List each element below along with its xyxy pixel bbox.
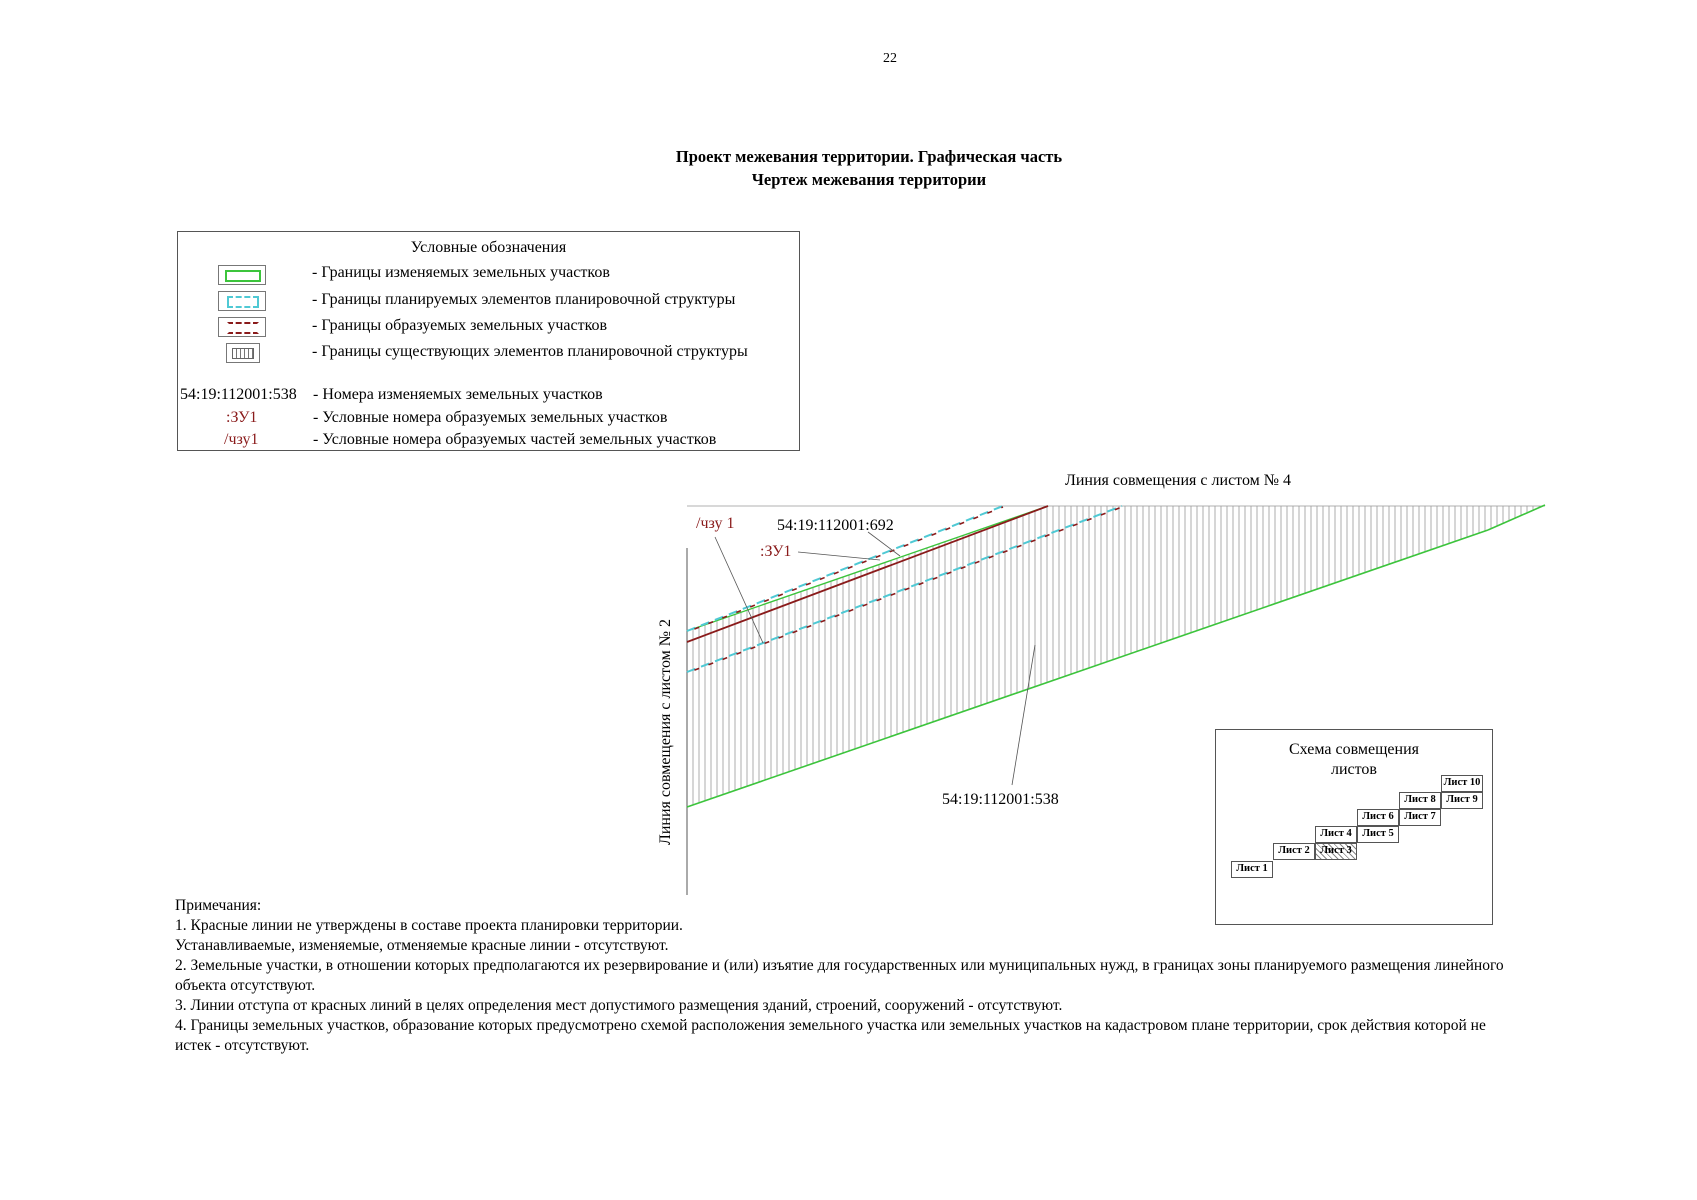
cyan-boundary-lower [687,506,1122,672]
sheet-1: Лист 1 [1231,861,1273,878]
zu1-label: :ЗУ1 [760,543,792,560]
legend-code-text: - Номера изменяемых земельных участков [313,386,603,403]
legend-item-text: - Границы планируемых элементов планировочной структуры [312,291,736,308]
sheet-3: Лист 3 [1315,843,1357,860]
legend-code-text: - Условные номера образуемых частей земельных участков [313,431,717,448]
sheet-8: Лист 8 [1399,792,1441,809]
sheet-7: Лист 7 [1399,809,1441,826]
note-line: 2. Земельные участки, в отношении которых предполагаются их резервирование и (или) изъятие для государственных или муниципальных нужд, в границах зоны планируемого размещения линейного объекта отсутствуют. [175,957,1504,994]
notes-heading: Примечания: [175,897,262,914]
match-line-sheet-2-label: Линия совмещения с листом № 2 [657,618,674,845]
scheme-title-line-2: листов [1331,761,1377,778]
leader-538 [1012,645,1035,785]
legend-heading: Условные обозначения [410,239,567,256]
leader-zu [798,552,880,560]
part-label: /чзу 1 [696,515,735,532]
sheet-5: Лист 5 [1357,826,1399,843]
scheme-title [1216,740,1492,780]
page-number: 22 [883,51,897,66]
title-line-2: Чертеж межевания территории [751,170,987,189]
note-line: 3. Линии отступа от красных линий в целях определения мест допустимого размещения зданий, строений, сооружений - отсутствуют. [175,997,1063,1014]
legend-item-text: - Границы изменяемых земельных участков [312,264,610,281]
legend-code: /чзу1 [224,431,259,448]
legend-code: 54:19:112001:538 [180,386,297,403]
notes [175,896,1515,1056]
sheet-6: Лист 6 [1357,809,1399,826]
parcel-538-label: 54:19:112001:538 [942,791,1059,808]
sheet-4: Лист 4 [1315,826,1357,843]
parcel-692-label: 54:19:112001:692 [777,517,894,534]
match-line-sheet-4-label: Линия совмещения с листом № 4 [1065,472,1292,489]
leader-part [715,537,763,643]
title-line-1: Проект межевания территории. Графическая часть [675,147,1063,166]
legend-code-text: - Условные номера образуемых земельных участков [313,409,668,426]
note-line: 4. Границы земельных участков, образование которых предусмотрено схемой расположения земельного участка или земельных участков на кадастровом плане территории, срок действия которой не истек - отсутствуют. [175,1017,1486,1054]
note-line: 1. Красные линии не утверждены в составе проекта планировки территории. [175,917,683,934]
legend-item-text: - Границы существующих элементов планировочной структуры [312,343,748,360]
legend-code: :ЗУ1 [226,409,258,426]
note-line: Устанавливаемые, изменяемые, отменяемые красные линии - отсутствуют. [175,937,669,954]
legend-item-text: - Границы образуемых земельных участков [312,317,608,334]
scheme-title-line-1: Схема совмещения [1288,741,1419,758]
sheet-9: Лист 9 [1441,792,1483,809]
sheet-10: Лист 10 [1441,775,1483,792]
parcel-538-boundary-end [1488,505,1545,530]
sheet-2: Лист 2 [1273,843,1315,860]
